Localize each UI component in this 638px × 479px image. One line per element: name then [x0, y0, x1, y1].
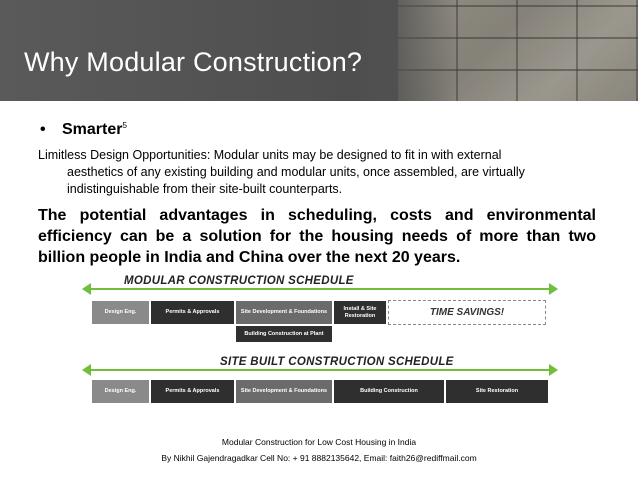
slide-header	[0, 0, 638, 101]
paragraph1-line3: indistinguishable from their site-built counterparts.	[67, 182, 343, 196]
modular-step-permits: Permits & Approvals	[151, 301, 234, 324]
site-step-site-development: Site Development & Foundations	[236, 380, 332, 403]
bullet-heading-text: Smarter	[62, 121, 123, 138]
advantages-text: The potential advantages in scheduling, costs and environmental efficiency can be a solution for the housing needs of more than two billion people in India and China over the next 20 years.	[38, 207, 596, 266]
site-built-arrow	[90, 369, 550, 371]
modular-step-site-development: Site Development & Foundations	[236, 301, 332, 324]
modular-step-plant: Building Construction at Plant	[236, 326, 332, 342]
footer-author-contact: By Nikhil Gajendragadkar Cell No: + 91 8882135642, Email: faith26@rediffmail.com	[161, 453, 477, 463]
modular-schedule-title: MODULAR CONSTRUCTION SCHEDULE	[118, 275, 360, 287]
slide-title: Why Modular Construction?	[24, 47, 363, 77]
site-step-restoration: Site Restoration	[446, 380, 548, 403]
bullet-icon: •	[40, 121, 46, 138]
schedule-diagram	[0, 270, 638, 410]
bullet-heading	[40, 121, 127, 139]
footer-title: Modular Construction for Low Cost Housing in India	[221, 437, 417, 447]
modular-arrow	[90, 288, 550, 290]
site-step-design: Design Eng.	[92, 380, 149, 403]
site-step-building: Building Construction	[334, 380, 444, 403]
time-savings-box: TIME SAVINGS!	[388, 300, 546, 325]
paragraph1-line2: aesthetics of any existing building and modular units, once assembled, are virtually	[67, 165, 525, 179]
site-step-permits: Permits & Approvals	[151, 380, 234, 403]
modular-step-design: Design Eng.	[92, 301, 149, 324]
advantages-paragraph	[38, 205, 596, 268]
site-built-schedule-title: SITE BUILT CONSTRUCTION SCHEDULE	[214, 356, 460, 368]
design-opportunities-paragraph	[38, 147, 598, 198]
modular-step-install: Install & Site Restoration	[334, 301, 386, 324]
paragraph1-line1: Limitless Design Opportunities: Modular units may be designed to fit in with external	[38, 148, 502, 162]
reference-superscript: 5	[122, 121, 127, 130]
header-fade	[378, 0, 458, 101]
